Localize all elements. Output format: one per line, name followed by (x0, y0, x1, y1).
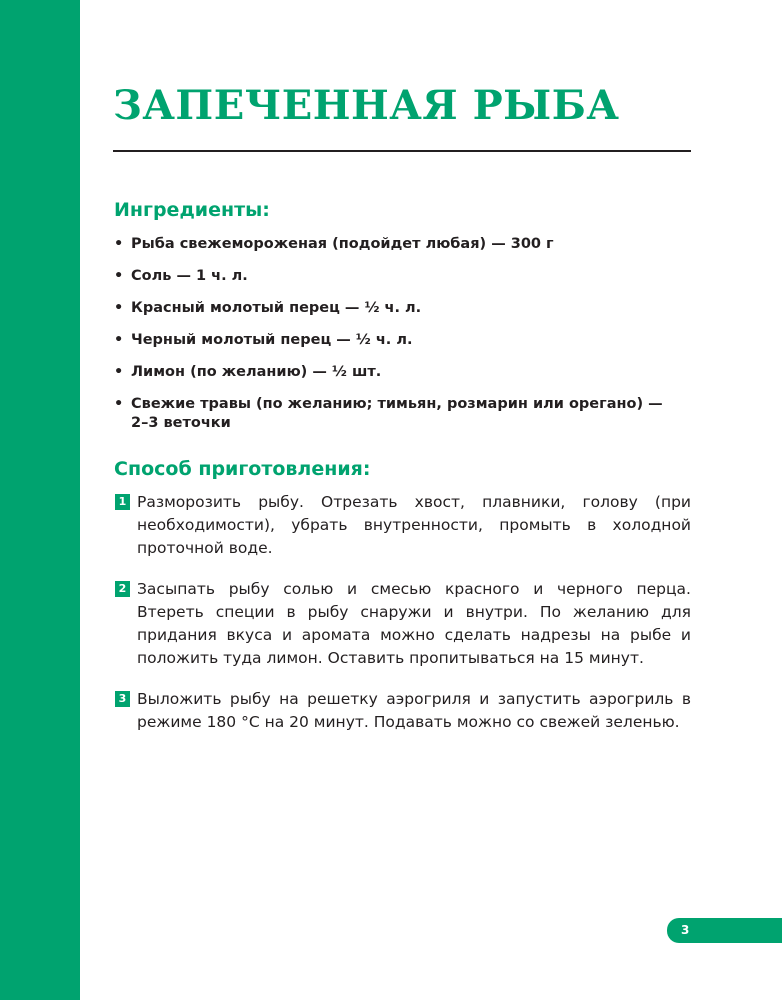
ingredients-heading: Ингредиенты: (114, 199, 270, 221)
bullet-icon: • (114, 332, 124, 348)
ingredient-item (114, 363, 674, 382)
ingredient-item (114, 299, 674, 318)
method-steps-list (115, 491, 691, 752)
ingredient-text: Свежие травы (по желанию; тимьян, розмарин или орегано) — 2–3 веточки (131, 396, 663, 431)
step-number-badge: 3 (115, 691, 130, 707)
method-step (115, 491, 691, 560)
ingredient-text: Красный молотый перец — ½ ч. л. (131, 300, 422, 316)
step-text: Выложить рыбу на решетку аэрогриля и запустить аэрогриль в режиме 180 °С на 20 минут. Подавать можно со свежей зеленью. (137, 690, 691, 731)
step-text: Разморозить рыбу. Отрезать хвост, плавники, голову (при необходимости), убрать внутренности, промыть в холодной проточной воде. (137, 493, 691, 557)
bullet-icon: • (114, 300, 124, 316)
ingredient-text: Соль — 1 ч. л. (131, 268, 248, 284)
step-text: Засыпать рыбу солью и смесью красного и черного перца. Втереть специи в рыбу снаружи и внутри. По желанию для придания вкуса и аромата можно сделать надрезы на рыбе и положить туда лимон. Оставить пропитываться на 15 минут. (137, 580, 691, 667)
method-step (115, 578, 691, 670)
method-step (115, 688, 691, 734)
page-number: 3 (681, 923, 690, 937)
bullet-icon: • (114, 268, 124, 284)
bullet-icon: • (114, 364, 124, 380)
ingredient-text: Черный молотый перец — ½ ч. л. (131, 332, 413, 348)
step-number-badge: 2 (115, 581, 130, 597)
ingredient-item (114, 395, 674, 433)
bullet-icon: • (114, 236, 124, 252)
ingredient-item (114, 331, 674, 350)
step-number-badge: 1 (115, 494, 130, 510)
bullet-icon: • (114, 396, 124, 412)
title-divider (113, 150, 691, 152)
ingredient-text: Рыба свежемороженая (подойдет любая) — 300 г (131, 236, 554, 252)
ingredient-item (114, 267, 674, 286)
method-heading: Способ приготовления: (114, 458, 371, 480)
side-color-bar (0, 0, 80, 1000)
ingredient-item (114, 235, 674, 254)
ingredients-list (114, 235, 674, 446)
recipe-title: ЗАПЕЧЕННАЯ РЫБА (113, 82, 620, 129)
ingredient-text: Лимон (по желанию) — ½ шт. (131, 364, 382, 380)
